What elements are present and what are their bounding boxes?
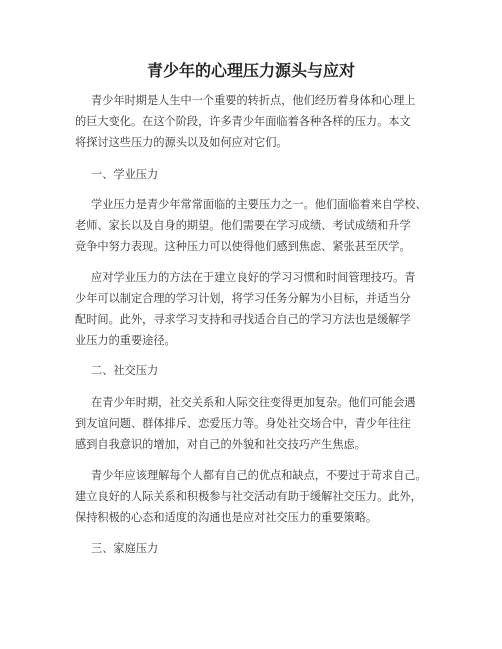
section-heading-academic: 一、学业压力 (91, 168, 159, 181)
paragraph-line: 感到自我意识的增加，对自己的外貌和社交技巧产生焦虑。 (75, 438, 366, 451)
section-heading-family: 三、家庭压力 (91, 542, 159, 555)
paragraph-line: 将探讨这些压力的源头以及如何应对它们。 (75, 136, 288, 149)
paragraph-line: 建立良好的人际关系和积极参与社交活动有助于缓解社交压力。此外， (75, 490, 422, 503)
paragraph-line: 少年可以制定合理的学习计划，将学习任务分解为小目标，并适当分 (75, 292, 411, 305)
paragraph-line: 青少年应该理解每个人都有自己的优点和缺点，不要过于苛求自己。 (91, 469, 427, 482)
paragraph-line: 在青少年时期，社交关系和人际交往变得更加复杂。他们可能会遇 (91, 396, 416, 409)
paragraph-line: 到友谊问题、群体排斥、恋爱压力等。身处社交场合中，青少年往往 (75, 417, 411, 430)
paragraph-line: 应对学业压力的方法在于建立良好的学习习惯和时间管理技巧。青 (91, 271, 416, 284)
document-title: 青少年的心理压力源头与应对 (146, 61, 355, 80)
paragraph-line: 保持积极的心态和适度的沟通也是应对社交压力的重要策略。 (75, 511, 378, 524)
paragraph-line: 业压力的重要途径。 (75, 334, 176, 347)
paragraph-line: 学业压力是青少年常常面临的主要压力之一。他们面临着来自学校、 (91, 198, 427, 211)
section-heading-social: 二、社交压力 (91, 364, 159, 377)
paragraph-line: 老师、家长以及自身的期望。他们需要在学习成绩、考试成绩和升学 (75, 219, 411, 232)
paragraph-line: 竞争中努力表现。这种压力可以使得他们感到焦虑、紧张甚至厌学。 (75, 240, 411, 253)
paragraph-line: 青少年时期是人生中一个重要的转折点，他们经历着身体和心理上 (91, 94, 416, 107)
paragraph-line: 配时间。此外，寻求学习支持和寻找适合自己的学习方法也是缓解学 (75, 313, 411, 326)
paragraph-line: 的巨大变化。在这个阶段，许多青少年面临着各种各样的压力。本文 (75, 115, 411, 128)
